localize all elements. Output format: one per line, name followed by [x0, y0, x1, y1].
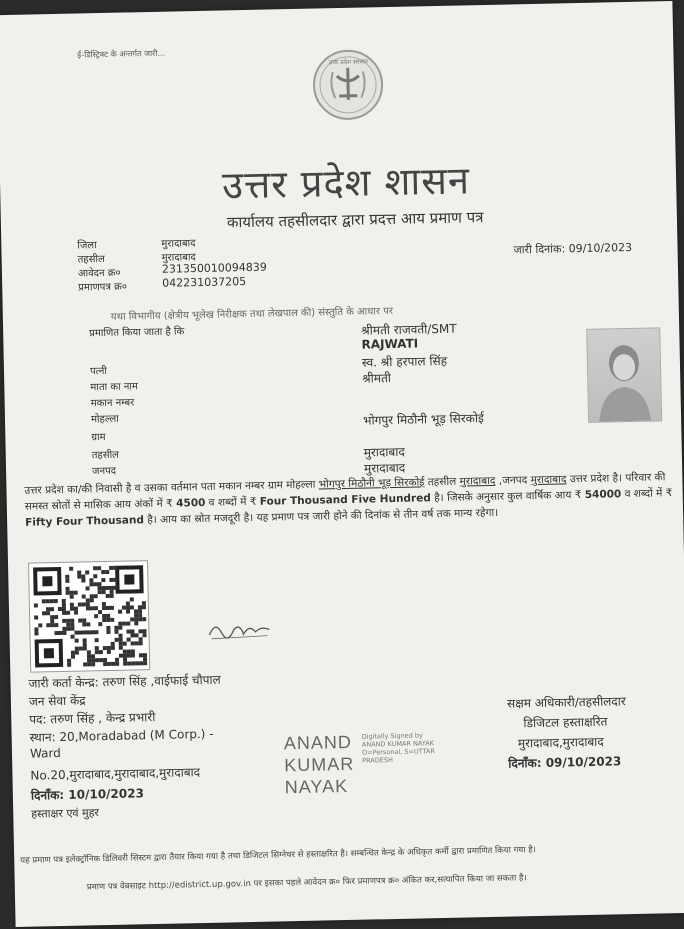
para-monthly-amount: 4500 — [176, 496, 206, 510]
para-text-6: है। जिसके अनुसार कुल वार्षिक आय ₹ — [434, 489, 582, 505]
para-text-2: तहसील — [427, 475, 457, 489]
sign-detail-2: ANAND KUMAR NAYAK — [361, 739, 435, 749]
signature-seal-label: हस्ताक्षर एवं मुहर — [31, 806, 100, 821]
issuer-place: स्थान: 20,Moradabad (M Corp.) - — [29, 726, 214, 745]
mother-value: श्रीमती — [362, 370, 392, 386]
authority-date: दिनाँक: 09/10/2023 — [508, 754, 622, 771]
house-label: मकान नम्बर — [90, 397, 135, 410]
para-annual-words: Fifty Four Thousand — [25, 514, 145, 529]
issuer-date: दिनाँक: 10/10/2023 — [30, 786, 145, 803]
para-annual-amount: 54000 — [584, 488, 622, 501]
mohalla-value: भोगपुर मिठौनी भूड़ सिरकोई — [362, 411, 485, 428]
issuer-post: पद: तरुण सिंह , केन्द्र प्रभारी — [29, 710, 156, 727]
mother-label: माता का नाम — [90, 381, 139, 394]
handwritten-signature — [205, 615, 276, 648]
page-title: उत्तर प्रदेश शासन — [221, 158, 471, 208]
footer-line-1: यह प्रमाण पत्र इलेक्ट्रॉनिक डिलिवरी सिस्टम द्वारा तैयार किया गया है तथा डिजिटल सिग्नेचर से हस्ताक्षरित है। सम्बन्धित केन्द्र के अधिकृत कर्मी द्वारा प्रमाणित किया गया है। — [20, 845, 537, 866]
top-note: ई-डिस्ट्रिक्ट के अन्तर्गत जारी... — [77, 48, 166, 60]
authority-title: सक्षम अधिकारी/तहसीलदार — [506, 694, 626, 711]
footer-line-2: प्रमाण पत्र वेबसाइट http://edistrict.up.gov.in पर इसका पहले आवेदन क्र० फिर प्रमाणपत्र क्र० अंकित कर,सत्यापित किया जा सकता है। — [86, 873, 527, 893]
para-tehsil: मुरादाबाद — [459, 474, 496, 488]
sign-detail-1: Digitally Signed by — [361, 731, 423, 741]
tehsil-field-label: तहसील — [91, 449, 120, 462]
para-monthly-words: Four Thousand Five Hundred — [259, 492, 431, 508]
issuer-address: No.20,मुरादाबाद,मुरादाबाद,मुरादाबाद — [30, 765, 201, 783]
para-text-5: व शब्दों में ₹ — [208, 495, 257, 509]
tehsil-value: मुरादाबाद — [161, 252, 196, 264]
intro-line-2: प्रमाणित किया जाता है कि — [89, 326, 185, 340]
sign-detail-3: O=Personal, S=UTTAR — [361, 747, 436, 757]
village-label: ग्राम — [91, 431, 106, 444]
sign-name-3: NAYAK — [284, 775, 349, 798]
certificate-paragraph — [24, 469, 675, 531]
para-text-8: है। आय का स्रोत मजदूरी है। यह प्रमाण पत्र जारी होने की दिनांक से तीन वर्ष तक मान्य रहेगा। — [147, 506, 499, 527]
emblem-text: उत्तर प्रदेश सरकार — [328, 58, 369, 67]
issue-date: जारी दिनांक: 09/10/2023 — [513, 240, 633, 257]
district-value: मुरादाबाद — [161, 238, 196, 250]
sign-detail-4: PRADESH — [362, 756, 394, 765]
certificate-number: 042231037205 — [162, 275, 247, 290]
tehsil-field-value: मुरादाबाद — [363, 444, 405, 460]
district-label: जिला — [77, 240, 97, 252]
issuer-center: जारी कर्ता केन्द्र: तरुण सिंह ,वाईफाई चौपाल — [28, 672, 221, 691]
sign-name-1: ANAND — [283, 731, 353, 754]
tehsil-label: तहसील — [77, 253, 105, 266]
para-mohalla: भोगपुर मिठौनी भूड़ सिरकोई — [318, 476, 425, 491]
name-value-latin: RAJWATI — [361, 336, 419, 352]
name-value: श्रीमती राजवती/SMT — [361, 321, 457, 338]
intro-line-1: यथा विभागीय (क्षेत्रीय भूलेख निरीक्षक तथा लेखपाल की) संस्तुति के आधार पर — [110, 305, 394, 323]
state-emblem-icon — [312, 49, 383, 120]
applicant-photo — [586, 327, 662, 423]
application-label: आवेदन क्र० — [77, 267, 121, 280]
para-janpad: मुरादाबाद — [530, 473, 567, 487]
authority-digital: डिजिटल हस्ताक्षरित — [523, 714, 608, 731]
application-number: 231350010094839 — [161, 260, 267, 276]
certificate-label: प्रमाणपत्र क्र० — [78, 281, 128, 294]
janpad-label: जनपद — [91, 465, 117, 478]
certificate-paper — [0, 1, 684, 927]
para-text-3: ,जनपद — [498, 474, 528, 487]
issuer-type: जन सेवा केंद्र — [28, 693, 86, 709]
issuer-ward: Ward — [29, 745, 61, 761]
page-subtitle: कार्यालय तहसीलदार द्वारा प्रदत्त आय प्रमाण पत्र — [226, 208, 484, 232]
mohalla-label: मोहल्ला — [90, 413, 119, 426]
authority-place: मुरादाबाद,मुरादाबाद — [517, 734, 604, 751]
para-text-4: उत्तर प्रदेश है। परिवार की समस्त स्रोतों से मासिक आय अंकों में ₹ — [24, 471, 666, 513]
wife-label: पत्नी — [89, 365, 108, 378]
para-text-1: उत्तर प्रदेश का/की निवासी है व उसका वर्तमान पता मकान नम्बर ग्राम मोहल्ला — [24, 478, 316, 497]
sign-name-2: KUMAR — [284, 753, 355, 776]
janpad-value: मुरादाबाद — [363, 460, 406, 476]
qr-code-icon — [28, 560, 150, 672]
wife-value: स्व. श्री हरपाल सिंह — [361, 353, 448, 370]
para-text-7: व शब्दों में ₹ — [624, 487, 673, 501]
